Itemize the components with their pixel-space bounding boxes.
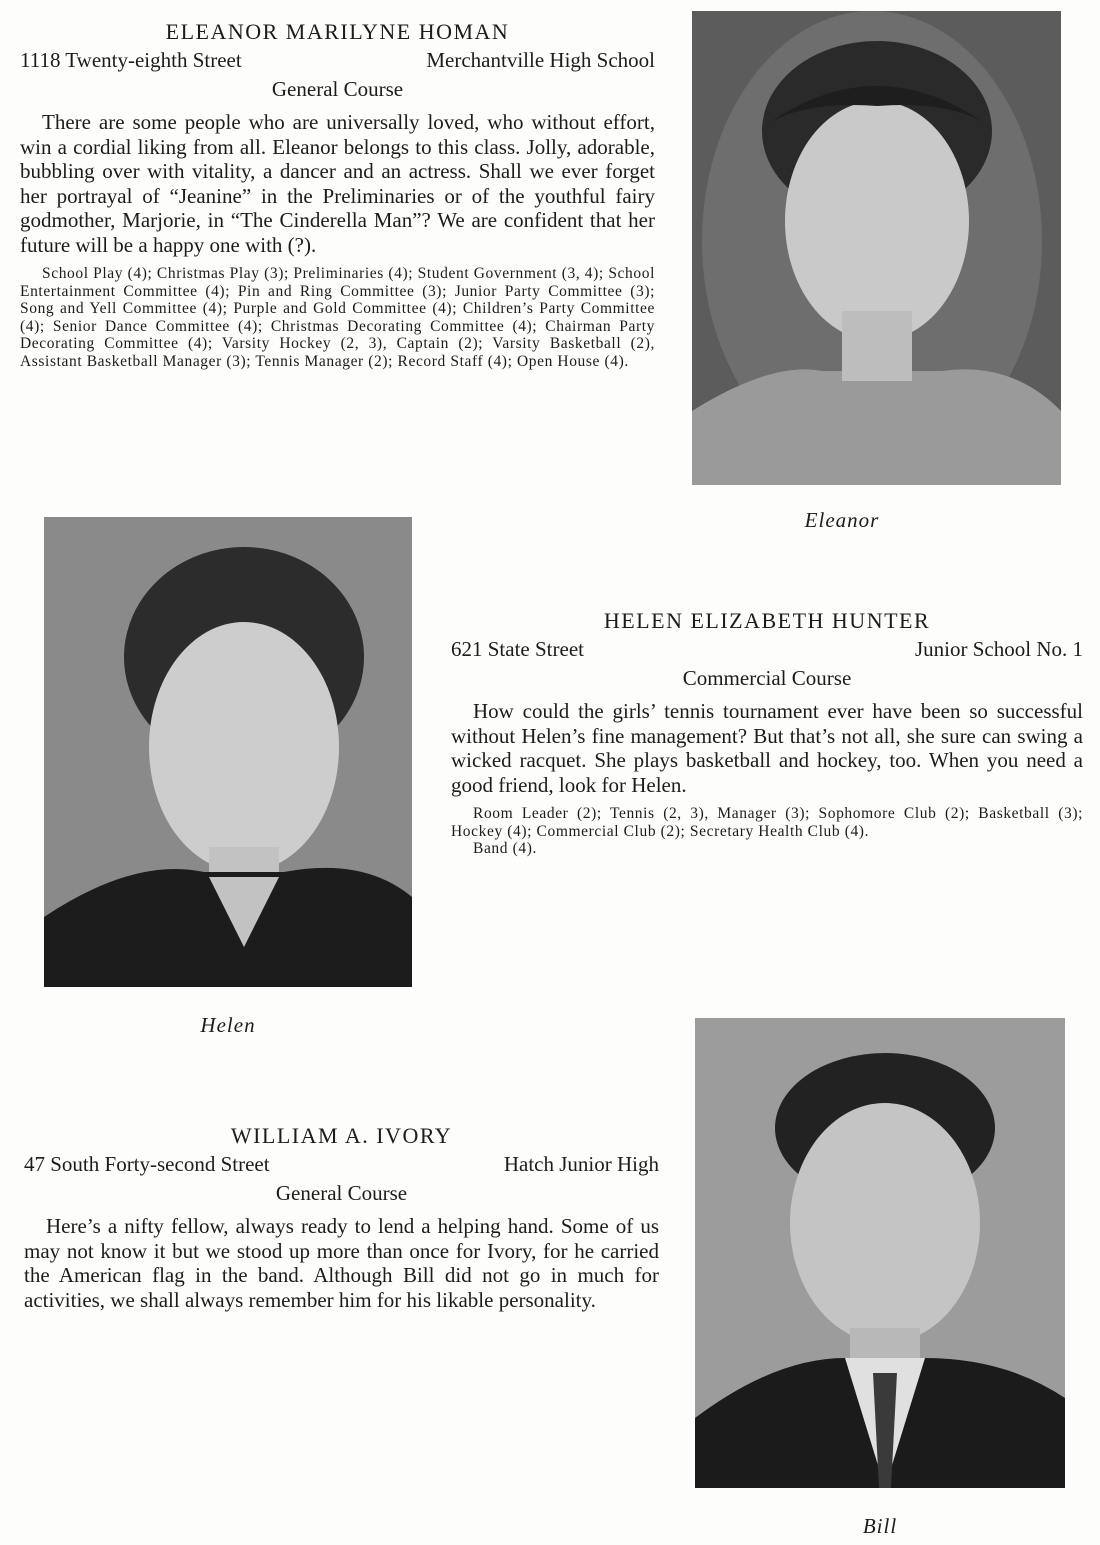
photo-caption-bill: Bill xyxy=(862,1514,898,1538)
course: General Course xyxy=(271,77,404,101)
biography: Here’s a nifty fellow, always ready to lend a helping hand. Some of us may not know it but we stood up more than once for Ivory, for he carried the American flag in the band. Although Bill did not go in much for activities, we shall always remember him for his likable personality. xyxy=(24,1214,659,1312)
student-name: ELEANOR MARILYNE HOMAN xyxy=(165,19,510,44)
activities-extra: Band (4). xyxy=(473,840,537,858)
course: General Course xyxy=(275,1181,408,1205)
address-row xyxy=(24,1150,659,1178)
entry-william-ivory xyxy=(24,1122,659,1333)
photo-caption-helen: Helen xyxy=(200,1013,256,1037)
entry-eleanor-homan xyxy=(20,18,655,371)
course: Commercial Course xyxy=(682,666,852,690)
portrait-photo-helen xyxy=(44,517,412,987)
address-row xyxy=(451,635,1083,663)
biography: There are some people who are universally loved, who without effort, win a cordial liking from all. Eleanor belongs to this class. Jolly, adorable, bubbling over with vitality, a dancer and an actress. Shall we ever forget her portrayal of “Jeanine” in the Preliminaries or of the youthful fairy godmother, Marjorie, in “The Cinderella Man”? We are confident that her future will be a happy one with (?). xyxy=(20,110,655,257)
previous-school: Merchantville High School xyxy=(426,48,655,72)
address-row xyxy=(20,46,655,74)
photo-caption-eleanor: Eleanor xyxy=(804,508,880,532)
previous-school: Hatch Junior High xyxy=(503,1152,659,1176)
activities: School Play (4); Christmas Play (3); Preliminaries (4); Student Government (3, 4); School Entertainment Committee (4); Pin and Ring Committee (3); Junior Party Committee (3); Song and Yell Committee (4); Purple and Gold Committee (4); Children’s Party Committee (4); Senior Dance Committee (4); Christmas Decorating Committee (4); Chairman Party Decorating Committee (4); Varsity Hockey (2, 3), Captain (2); Varsity Basketball (2), Assistant Basketball Manager (3); Tennis Manager (2); Record Staff (4); Open House (4). xyxy=(20,265,655,370)
portrait-photo-eleanor xyxy=(692,11,1061,485)
portrait-photo-bill xyxy=(695,1018,1065,1488)
student-name: HELEN ELIZABETH HUNTER xyxy=(603,608,931,633)
home-address: 621 State Street xyxy=(451,637,584,661)
home-address: 47 South Forty-second Street xyxy=(24,1152,270,1176)
home-address: 1118 Twenty-eighth Street xyxy=(20,48,242,72)
entry-helen-hunter xyxy=(451,607,1083,873)
student-name: WILLIAM A. IVORY xyxy=(230,1123,453,1148)
activities: Room Leader (2); Tennis (2, 3), Manager (3); Sophomore Club (2); Basketball (3); Hockey (4); Commercial Club (2); Secretary Health Club (4). xyxy=(451,805,1083,840)
previous-school: Junior School No. 1 xyxy=(915,637,1083,661)
biography: How could the girls’ tennis tournament ever have been so successful without Helen’s fine management? But that’s not all, she sure can swing a wicked racquet. She plays basketball and hockey, too. When you need a good friend, look for Helen. xyxy=(451,699,1083,797)
